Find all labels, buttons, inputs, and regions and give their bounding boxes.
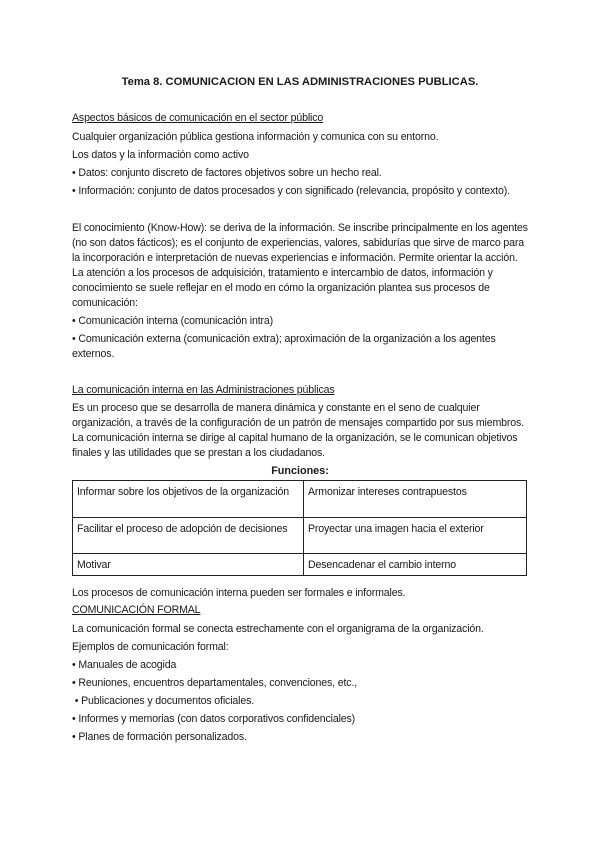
table-row	[73, 518, 527, 554]
paragraph-line: Los procesos de comunicación interna pueden ser formales e informales.	[72, 587, 406, 599]
section-heading-comunicacion-interna: La comunicación interna en las Administraciones públicas	[72, 384, 335, 396]
paragraph-line: La atención a los procesos de adquisición, tratamiento e intercambio de datos, información y	[72, 267, 493, 279]
paragraph-line: conocimiento se suele reflejar en el modo en cómo la organización plantea sus procesos de	[72, 282, 490, 294]
table-cell: Motivar	[73, 554, 304, 576]
bullet-item: • Publicaciones y documentos oficiales.	[72, 695, 255, 707]
paragraph-line: Los datos y la información como activo	[72, 149, 249, 161]
paragraph-line: finales y las utilidades que se prestan a los ciudadanos.	[72, 447, 325, 459]
bullet-item: • Manuales de acogida	[72, 659, 177, 671]
table-cell: Armonizar intereses contrapuestos	[304, 481, 527, 518]
paragraph-line: El conocimiento (Know-How): se deriva de la información. Se inscribe principalmente en los agentes	[72, 222, 528, 234]
funciones-title: Funciones:	[271, 465, 329, 477]
bullet-item: • Comunicación externa (comunicación extra); aproximación de la organización a los agentes	[72, 333, 496, 345]
paragraph-line: La comunicación formal se conecta estrechamente con el organigrama de la organización.	[72, 623, 484, 635]
bullet-item: • Reuniones, encuentros departamentales, convenciones, etc.,	[72, 677, 358, 689]
bullet-item: • Informes y memorias (con datos corporativos confidenciales)	[72, 713, 356, 725]
paragraph-line: (no son datos fácticos); es el conjunto de experiencias, valores, sabidurías que sirve de marco para	[72, 237, 524, 249]
paragraph-line: Ejemplos de comunicación formal:	[72, 641, 229, 653]
table-row	[73, 554, 527, 576]
table-cell: Desencadenar el cambio interno	[304, 554, 527, 576]
paragraph-line: la incorporación e interpretación de nuevas experiencias e información. Permite orientar la acción.	[72, 252, 518, 264]
paragraph-line: organización, a través de la configuración de un patrón de mensajes compartido por sus miembros.	[72, 417, 524, 429]
table-row	[73, 481, 527, 518]
page-title: Tema 8. COMUNICACION EN LAS ADMINISTRACIONES PUBLICAS.	[121, 76, 479, 88]
table-cell: Facilitar el proceso de adopción de decisiones	[73, 518, 304, 554]
section-heading-comunicacion-formal: COMUNICACIÓN FORMAL	[72, 604, 201, 616]
paragraph-line: externos.	[72, 348, 115, 360]
table-cell: Proyectar una imagen hacia el exterior	[304, 518, 527, 554]
bullet-item: • Información: conjunto de datos procesados y con significado (relevancia, propósito y contexto).	[72, 185, 510, 197]
section-heading-aspectos: Aspectos básicos de comunicación en el sector público	[72, 112, 324, 124]
bullet-item: • Datos: conjunto discreto de factores objetivos sobre un hecho real.	[72, 167, 382, 179]
bullet-item: • Comunicación interna (comunicación intra)	[72, 315, 273, 327]
paragraph-line: comunicación:	[72, 297, 138, 309]
table-cell: Informar sobre los objetivos de la organización	[73, 481, 304, 518]
paragraph-line: La comunicación interna se dirige al capital humano de la organización, se le comunican objetivos	[72, 432, 518, 444]
bullet-item: • Planes de formación personalizados.	[72, 731, 247, 743]
paragraph-line: Es un proceso que se desarrolla de manera dinámica y constante en el seno de cualquier	[72, 402, 480, 414]
funciones-table	[72, 480, 527, 576]
paragraph-line: Cualquier organización pública gestiona información y comunica con su entorno.	[72, 131, 439, 143]
